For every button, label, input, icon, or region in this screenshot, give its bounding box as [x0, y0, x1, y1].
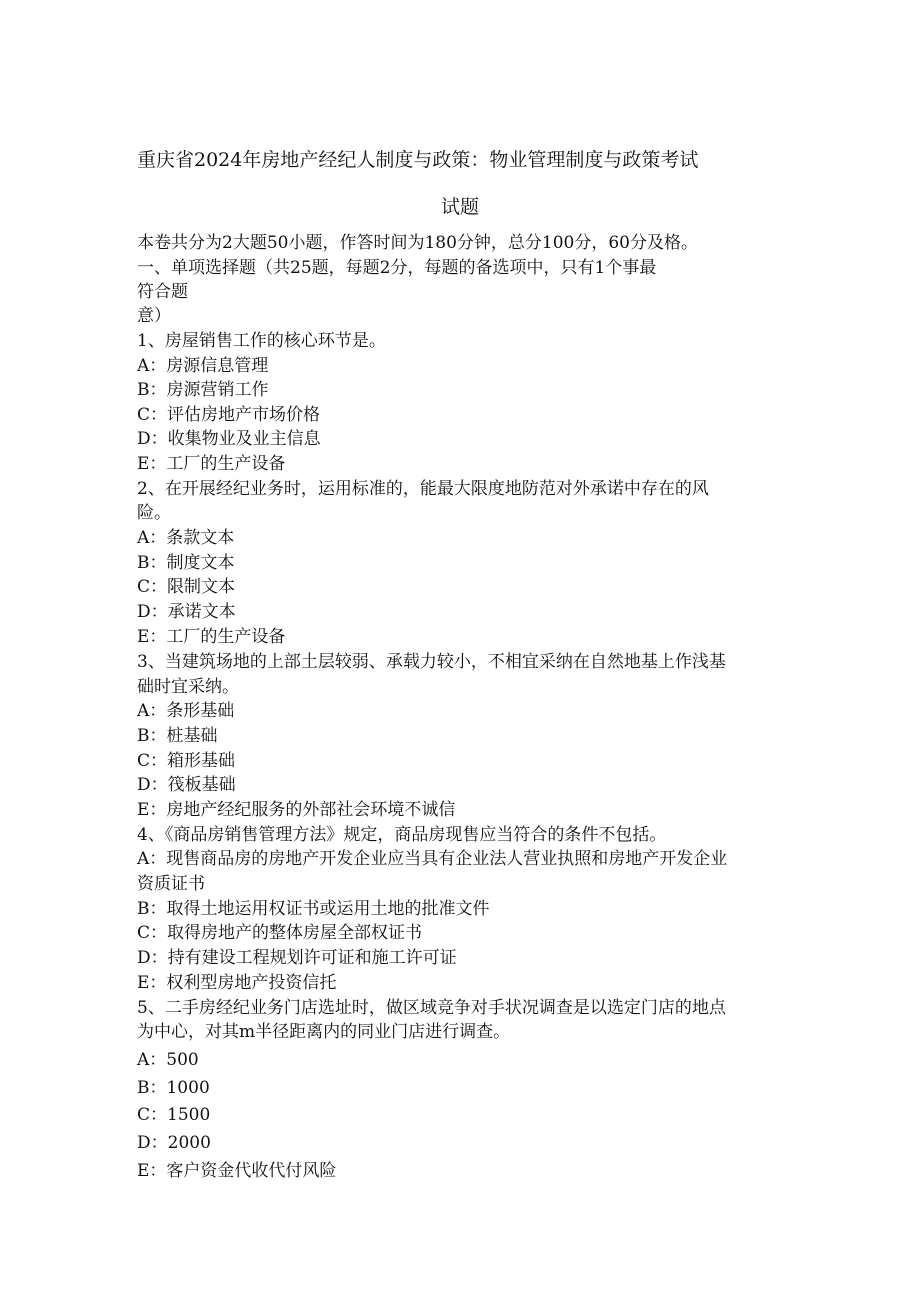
- question-1-option-d: D：收集物业及业主信息: [137, 429, 321, 449]
- question-1-option-e: E：工厂的生产设备: [137, 454, 286, 474]
- question-3-option-d: D：筏板基础: [137, 775, 236, 795]
- question-4-option-b: B：取得土地运用权证书或运用土地的批准文件: [137, 899, 490, 919]
- section-heading-line1: 一、单项选择题（共25题，每题2分，每题的备选项中，只有1个事最: [137, 258, 657, 278]
- question-2-option-b: B：制度文本: [137, 553, 235, 573]
- question-4-option-a-line1: A：现售商品房的房地产开发企业应当具有企业法人营业执照和房地产开发企业: [137, 849, 728, 869]
- question-4-option-e: E：权利型房地产投资信托: [137, 973, 337, 993]
- question-1-stem: 1、房屋销售工作的核心环节是。: [137, 331, 386, 351]
- question-3-option-b: B：桩基础: [137, 726, 218, 746]
- question-1-option-a: A：房源信息管理: [137, 356, 269, 376]
- question-5-option-b: B：1000: [137, 1078, 210, 1098]
- question-2-option-c: C：限制文本: [137, 577, 236, 597]
- section-heading-line3: 意）: [137, 306, 171, 326]
- question-5-stem-line1: 5、二手房经纪业务门店选址时，做区域竞争对手状况调查是以选定门店的地点: [137, 998, 726, 1018]
- question-3-stem-line1: 3、当建筑场地的上部土层较弱、承载力较小，不相宜采纳在自然地基上作浅基: [137, 652, 726, 672]
- question-4-stem: 4、《商品房销售管理方法》规定，商品房现售应当符合的条件不包括。: [137, 825, 667, 845]
- question-1-option-b: B：房源营销工作: [137, 380, 269, 400]
- question-4-option-d: D：持有建设工程规划许可证和施工许可证: [137, 948, 457, 968]
- question-5-stem-line2: 为中心，对其m半径距离内的同业门店进行调查。: [137, 1022, 511, 1042]
- question-3-option-c: C：箱形基础: [137, 751, 236, 771]
- exam-intro: 本卷共分为2大题50小题，作答时间为180分钟，总分100分，60分及格。: [137, 233, 698, 253]
- document-title-line1: 重庆省2024年房地产经纪人制度与政策：物业管理制度与政策考试: [137, 149, 699, 171]
- question-5-option-d: D：2000: [137, 1133, 211, 1153]
- question-5-option-c: C：1500: [137, 1105, 211, 1125]
- question-3-option-a: A：条形基础: [137, 701, 235, 721]
- question-1-option-c: C：评估房地产市场价格: [137, 405, 321, 425]
- question-4-option-a-line2: 资质证书: [137, 874, 205, 894]
- question-3-option-e: E：房地产经纪服务的外部社会环境不诚信: [137, 800, 456, 820]
- document-title-line2: 试题: [440, 196, 479, 218]
- question-5-option-e: E：客户资金代收代付风险: [137, 1161, 337, 1181]
- section-heading-line2: 符合题: [137, 282, 188, 302]
- question-5-option-a: A：500: [137, 1050, 199, 1070]
- question-2-option-e: E：工厂的生产设备: [137, 627, 286, 647]
- question-3-stem-line2: 础时宜采纳。: [137, 677, 239, 697]
- question-4-option-c: C：取得房地产的整体房屋全部权证书: [137, 923, 423, 943]
- question-2-stem-line2: 险。: [137, 503, 171, 523]
- question-2-option-d: D：承诺文本: [137, 602, 236, 622]
- question-2-stem-line1: 2、在开展经纪业务时，运用标准的，能最大限度地防范对外承诺中存在的风: [137, 479, 709, 499]
- question-2-option-a: A：条款文本: [137, 528, 235, 548]
